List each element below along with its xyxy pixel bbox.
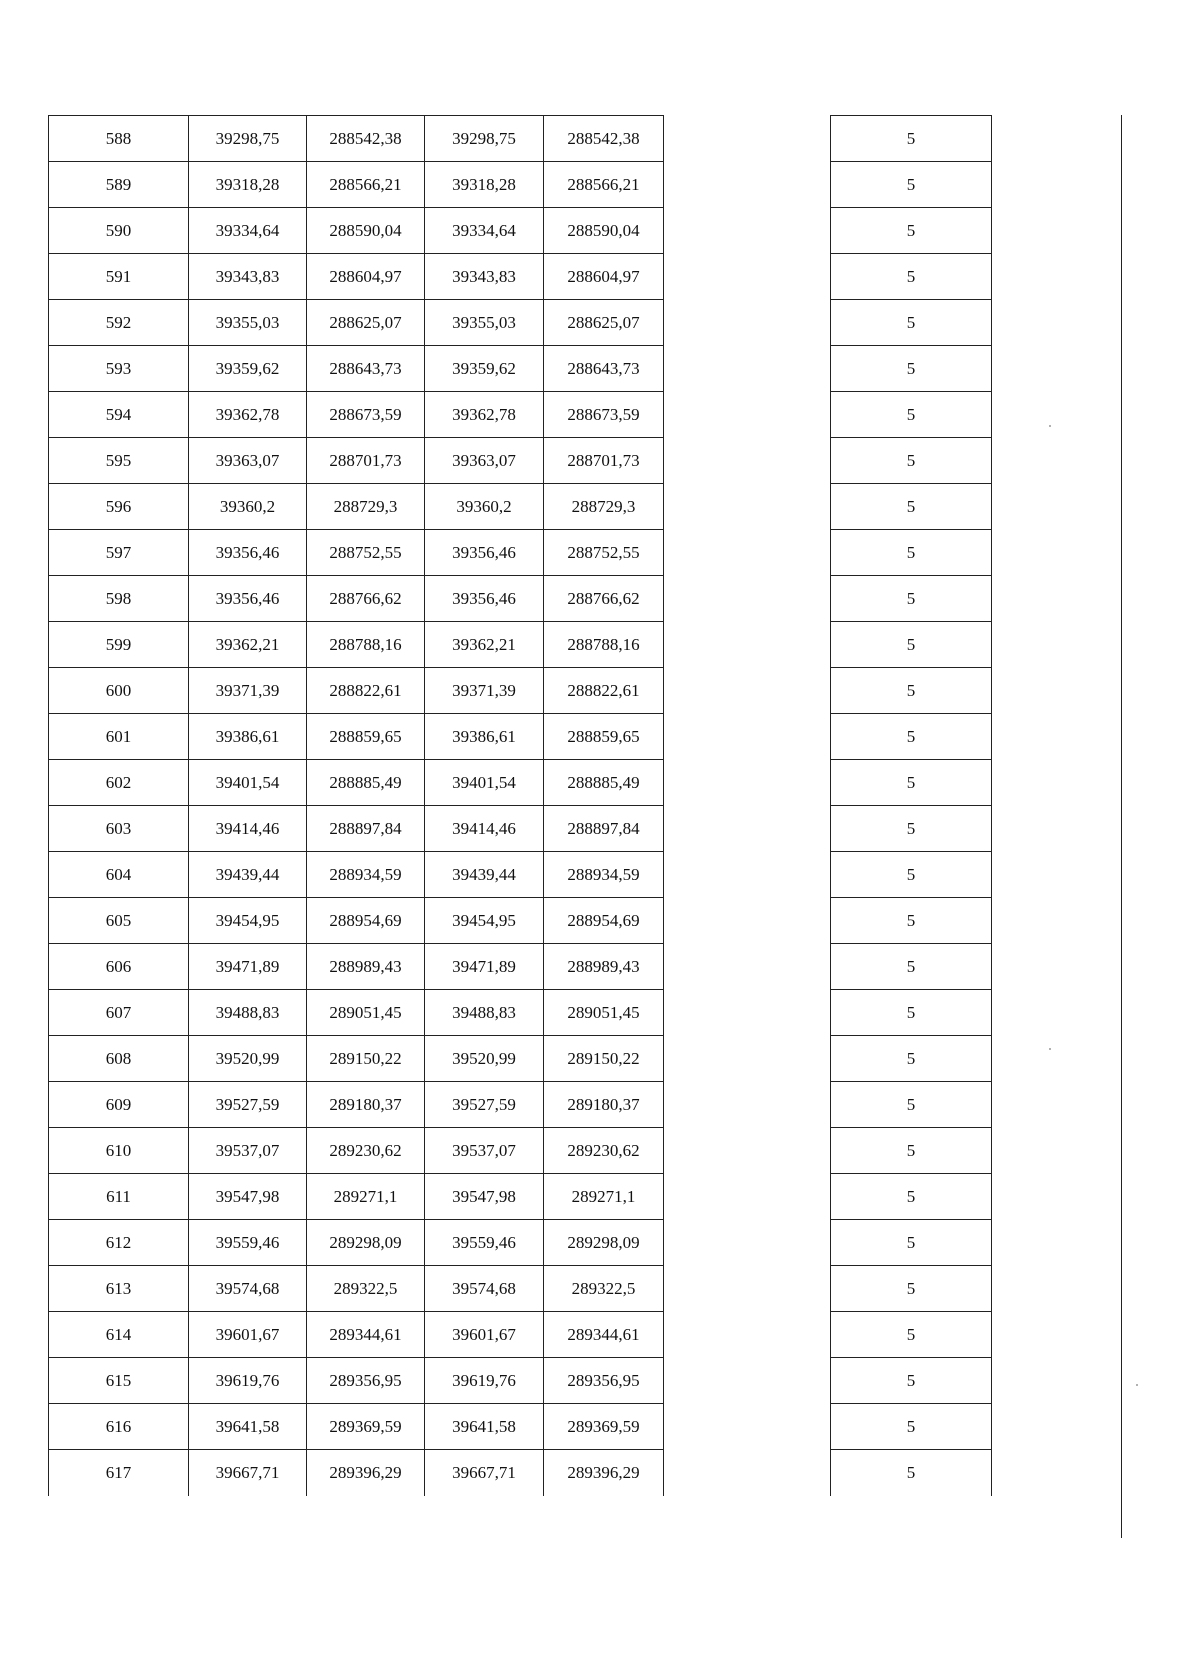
table-row [49,1450,664,1496]
x-coord-repeat-cell: 39386,61 [425,714,544,760]
table-row [831,576,992,622]
table-row [49,576,664,622]
y-coord-repeat-cell: 288934,59 [544,852,664,898]
y-coord-repeat-cell: 288766,62 [544,576,664,622]
y-coord-repeat-cell: 288542,38 [544,116,664,162]
accuracy-cell: 5 [831,1128,992,1174]
y-coord-cell: 289356,95 [307,1358,425,1404]
point-number-cell: 609 [49,1082,189,1128]
point-number-cell: 595 [49,438,189,484]
x-coord-cell: 39386,61 [189,714,307,760]
table-row [831,300,992,346]
accuracy-cell: 5 [831,760,992,806]
x-coord-cell: 39334,64 [189,208,307,254]
scan-speck [1049,425,1051,427]
accuracy-cell: 5 [831,484,992,530]
x-coord-cell: 39318,28 [189,162,307,208]
y-coord-cell: 288934,59 [307,852,425,898]
y-coord-repeat-cell: 288859,65 [544,714,664,760]
scan-speck [1136,1384,1138,1386]
table-row [49,944,664,990]
table-row [49,116,664,162]
accuracy-cell: 5 [831,990,992,1036]
accuracy-cell: 5 [831,668,992,714]
table-row [49,254,664,300]
point-number-cell: 612 [49,1220,189,1266]
y-coord-repeat-cell: 289369,59 [544,1404,664,1450]
point-number-cell: 598 [49,576,189,622]
table-row [831,1174,992,1220]
point-number-cell: 610 [49,1128,189,1174]
x-coord-cell: 39619,76 [189,1358,307,1404]
table-row [49,668,664,714]
accuracy-cell: 5 [831,254,992,300]
table-row [49,1358,664,1404]
point-number-cell: 601 [49,714,189,760]
accuracy-cell: 5 [831,898,992,944]
x-coord-cell: 39371,39 [189,668,307,714]
y-coord-repeat-cell: 289344,61 [544,1312,664,1358]
y-coord-repeat-cell: 288954,69 [544,898,664,944]
table-row [831,208,992,254]
point-number-cell: 615 [49,1358,189,1404]
x-coord-repeat-cell: 39488,83 [425,990,544,1036]
y-coord-repeat-cell: 288989,43 [544,944,664,990]
x-coord-cell: 39343,83 [189,254,307,300]
x-coord-repeat-cell: 39574,68 [425,1266,544,1312]
point-number-cell: 588 [49,116,189,162]
table-row [831,530,992,576]
y-coord-cell: 288859,65 [307,714,425,760]
y-coord-cell: 289396,29 [307,1450,425,1496]
accuracy-cell: 5 [831,944,992,990]
accuracy-column-table [830,115,992,1496]
point-number-cell: 602 [49,760,189,806]
table-row [49,990,664,1036]
scan-speck [1049,1048,1051,1050]
table-row [831,392,992,438]
y-coord-repeat-cell: 288673,59 [544,392,664,438]
y-coord-repeat-cell: 288566,21 [544,162,664,208]
table-row [49,392,664,438]
y-coord-cell: 289230,62 [307,1128,425,1174]
accuracy-cell: 5 [831,1404,992,1450]
y-coord-repeat-cell: 288643,73 [544,346,664,392]
x-coord-cell: 39559,46 [189,1220,307,1266]
table-row [831,1404,992,1450]
y-coord-cell: 288822,61 [307,668,425,714]
table-row [831,622,992,668]
table-row [831,254,992,300]
x-coord-repeat-cell: 39355,03 [425,300,544,346]
table-row [49,1174,664,1220]
x-coord-repeat-cell: 39356,46 [425,576,544,622]
accuracy-cell: 5 [831,208,992,254]
table-row [49,1312,664,1358]
accuracy-cell: 5 [831,1174,992,1220]
y-coord-cell: 289180,37 [307,1082,425,1128]
table-row [49,346,664,392]
accuracy-cell: 5 [831,1220,992,1266]
point-number-cell: 591 [49,254,189,300]
point-number-cell: 605 [49,898,189,944]
y-coord-cell: 288788,16 [307,622,425,668]
y-coord-cell: 288729,3 [307,484,425,530]
accuracy-cell: 5 [831,1312,992,1358]
point-number-cell: 599 [49,622,189,668]
table-row [49,760,664,806]
accuracy-cell: 5 [831,576,992,622]
x-coord-repeat-cell: 39343,83 [425,254,544,300]
x-coord-cell: 39641,58 [189,1404,307,1450]
x-coord-repeat-cell: 39520,99 [425,1036,544,1082]
table-row [49,162,664,208]
x-coord-repeat-cell: 39454,95 [425,898,544,944]
accuracy-cell: 5 [831,806,992,852]
accuracy-cell: 5 [831,1266,992,1312]
y-coord-cell: 289322,5 [307,1266,425,1312]
table-row [831,116,992,162]
table-row [831,760,992,806]
y-coord-repeat-cell: 288729,3 [544,484,664,530]
x-coord-repeat-cell: 39298,75 [425,116,544,162]
x-coord-repeat-cell: 39439,44 [425,852,544,898]
y-coord-cell: 288604,97 [307,254,425,300]
x-coord-cell: 39401,54 [189,760,307,806]
table-row [49,714,664,760]
accuracy-cell: 5 [831,530,992,576]
y-coord-cell: 289344,61 [307,1312,425,1358]
point-number-cell: 592 [49,300,189,346]
table-row [49,852,664,898]
point-number-cell: 608 [49,1036,189,1082]
table-row [831,668,992,714]
y-coord-cell: 288566,21 [307,162,425,208]
y-coord-cell: 288766,62 [307,576,425,622]
accuracy-cell: 5 [831,438,992,484]
table-row [831,1358,992,1404]
x-coord-repeat-cell: 39359,62 [425,346,544,392]
table-row [831,1450,992,1496]
table-row [831,1220,992,1266]
accuracy-cell: 5 [831,1082,992,1128]
table-row [49,622,664,668]
table-row [831,1266,992,1312]
x-coord-repeat-cell: 39356,46 [425,530,544,576]
y-coord-repeat-cell: 288897,84 [544,806,664,852]
table-row [49,1128,664,1174]
y-coord-repeat-cell: 288625,07 [544,300,664,346]
accuracy-cell: 5 [831,714,992,760]
table-row [49,1220,664,1266]
x-coord-cell: 39574,68 [189,1266,307,1312]
x-coord-repeat-cell: 39362,21 [425,622,544,668]
y-coord-cell: 289298,09 [307,1220,425,1266]
x-coord-repeat-cell: 39401,54 [425,760,544,806]
point-number-cell: 607 [49,990,189,1036]
y-coord-cell: 289051,45 [307,990,425,1036]
table-row [49,300,664,346]
table-row [49,530,664,576]
y-coord-cell: 289271,1 [307,1174,425,1220]
table-row [49,1082,664,1128]
point-number-cell: 613 [49,1266,189,1312]
y-coord-repeat-cell: 289396,29 [544,1450,664,1496]
accuracy-cell: 5 [831,1036,992,1082]
point-number-cell: 597 [49,530,189,576]
y-coord-repeat-cell: 289051,45 [544,990,664,1036]
x-coord-cell: 39363,07 [189,438,307,484]
x-coord-cell: 39362,21 [189,622,307,668]
y-coord-cell: 288673,59 [307,392,425,438]
point-number-cell: 596 [49,484,189,530]
x-coord-repeat-cell: 39360,2 [425,484,544,530]
y-coord-cell: 288954,69 [307,898,425,944]
y-coord-cell: 289369,59 [307,1404,425,1450]
y-coord-repeat-cell: 289150,22 [544,1036,664,1082]
point-number-cell: 590 [49,208,189,254]
y-coord-cell: 288752,55 [307,530,425,576]
x-coord-repeat-cell: 39619,76 [425,1358,544,1404]
x-coord-repeat-cell: 39641,58 [425,1404,544,1450]
x-coord-cell: 39362,78 [189,392,307,438]
y-coord-cell: 288590,04 [307,208,425,254]
accuracy-cell: 5 [831,346,992,392]
x-coord-cell: 39360,2 [189,484,307,530]
x-coord-repeat-cell: 39334,64 [425,208,544,254]
table-row [831,852,992,898]
accuracy-cell: 5 [831,300,992,346]
point-number-cell: 604 [49,852,189,898]
table-row [831,944,992,990]
y-coord-repeat-cell: 289356,95 [544,1358,664,1404]
y-coord-cell: 288989,43 [307,944,425,990]
x-coord-cell: 39414,46 [189,806,307,852]
table-row [49,438,664,484]
coordinates-table [48,115,664,1496]
point-number-cell: 603 [49,806,189,852]
x-coord-repeat-cell: 39527,59 [425,1082,544,1128]
x-coord-cell: 39356,46 [189,576,307,622]
x-coord-cell: 39520,99 [189,1036,307,1082]
x-coord-repeat-cell: 39559,46 [425,1220,544,1266]
x-coord-repeat-cell: 39471,89 [425,944,544,990]
x-coord-cell: 39471,89 [189,944,307,990]
y-coord-cell: 288885,49 [307,760,425,806]
x-coord-cell: 39439,44 [189,852,307,898]
y-coord-repeat-cell: 288752,55 [544,530,664,576]
table-row [49,806,664,852]
x-coord-cell: 39527,59 [189,1082,307,1128]
y-coord-cell: 288643,73 [307,346,425,392]
x-coord-repeat-cell: 39363,07 [425,438,544,484]
x-coord-cell: 39488,83 [189,990,307,1036]
accuracy-cell: 5 [831,116,992,162]
accuracy-cell: 5 [831,162,992,208]
accuracy-cell: 5 [831,852,992,898]
table-row [49,1036,664,1082]
table-row [831,162,992,208]
x-coord-cell: 39359,62 [189,346,307,392]
table-row [831,346,992,392]
table-row [831,714,992,760]
x-coord-repeat-cell: 39667,71 [425,1450,544,1496]
x-coord-cell: 39537,07 [189,1128,307,1174]
point-number-cell: 600 [49,668,189,714]
y-coord-repeat-cell: 288604,97 [544,254,664,300]
x-coord-repeat-cell: 39371,39 [425,668,544,714]
y-coord-repeat-cell: 288701,73 [544,438,664,484]
right-border-rule [1121,115,1122,1538]
x-coord-cell: 39454,95 [189,898,307,944]
x-coord-cell: 39547,98 [189,1174,307,1220]
table-row [831,438,992,484]
table-row [831,1128,992,1174]
x-coord-repeat-cell: 39318,28 [425,162,544,208]
x-coord-repeat-cell: 39414,46 [425,806,544,852]
accuracy-cell: 5 [831,1358,992,1404]
point-number-cell: 594 [49,392,189,438]
table-row [49,484,664,530]
x-coord-repeat-cell: 39362,78 [425,392,544,438]
accuracy-cell: 5 [831,392,992,438]
table-row [831,1082,992,1128]
point-number-cell: 611 [49,1174,189,1220]
x-coord-cell: 39355,03 [189,300,307,346]
table-row [831,990,992,1036]
point-number-cell: 606 [49,944,189,990]
point-number-cell: 589 [49,162,189,208]
table-row [831,484,992,530]
y-coord-cell: 288897,84 [307,806,425,852]
x-coord-cell: 39667,71 [189,1450,307,1496]
y-coord-repeat-cell: 289271,1 [544,1174,664,1220]
table-row [49,898,664,944]
y-coord-repeat-cell: 289230,62 [544,1128,664,1174]
x-coord-cell: 39356,46 [189,530,307,576]
table-row [831,1036,992,1082]
x-coord-cell: 39298,75 [189,116,307,162]
y-coord-repeat-cell: 288590,04 [544,208,664,254]
y-coord-repeat-cell: 288885,49 [544,760,664,806]
table-row [831,1312,992,1358]
x-coord-repeat-cell: 39547,98 [425,1174,544,1220]
y-coord-cell: 288701,73 [307,438,425,484]
point-number-cell: 616 [49,1404,189,1450]
y-coord-repeat-cell: 288788,16 [544,622,664,668]
y-coord-repeat-cell: 288822,61 [544,668,664,714]
x-coord-repeat-cell: 39537,07 [425,1128,544,1174]
y-coord-repeat-cell: 289298,09 [544,1220,664,1266]
accuracy-cell: 5 [831,622,992,668]
y-coord-cell: 288542,38 [307,116,425,162]
point-number-cell: 617 [49,1450,189,1496]
y-coord-cell: 289150,22 [307,1036,425,1082]
y-coord-repeat-cell: 289322,5 [544,1266,664,1312]
table-row [49,1266,664,1312]
y-coord-cell: 288625,07 [307,300,425,346]
x-coord-repeat-cell: 39601,67 [425,1312,544,1358]
point-number-cell: 593 [49,346,189,392]
table-row [831,898,992,944]
accuracy-cell: 5 [831,1450,992,1496]
y-coord-repeat-cell: 289180,37 [544,1082,664,1128]
table-row [831,806,992,852]
table-row [49,1404,664,1450]
point-number-cell: 614 [49,1312,189,1358]
table-row [49,208,664,254]
x-coord-cell: 39601,67 [189,1312,307,1358]
